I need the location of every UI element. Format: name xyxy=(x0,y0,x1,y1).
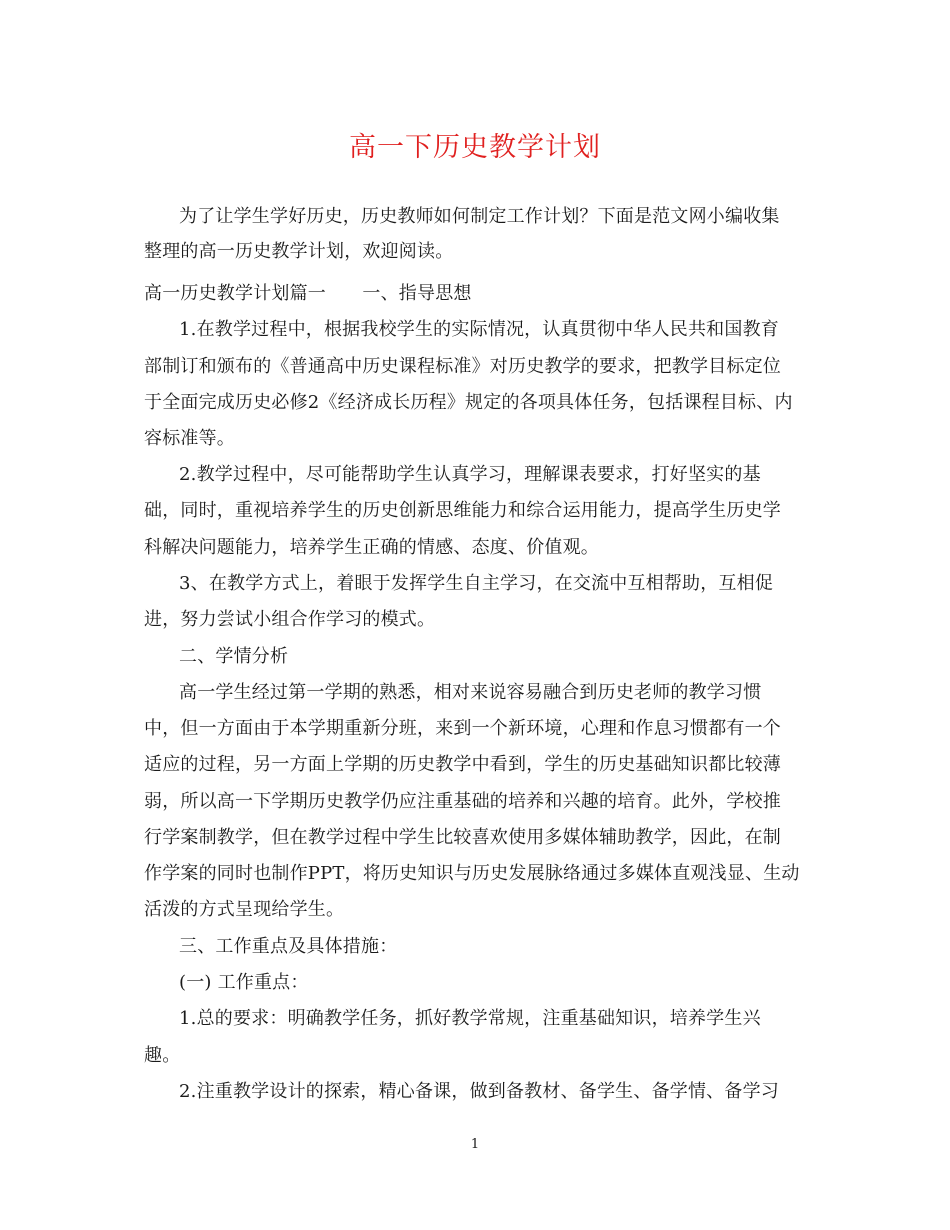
paragraph-line: 2.教学过程中，尽可能帮助学生认真学习，理解课表要求，打好坚实的基 xyxy=(179,464,761,485)
paragraph-line: 容标准等。 xyxy=(144,428,235,449)
paragraph-line: 3、在教学方式上，着眼于发挥学生自主学习，在交流中互相帮助，互相促 xyxy=(179,573,774,594)
paragraph-line: 础，同时，重视培养学生的历史创新思维能力和综合运用能力，提高学生历史学 xyxy=(144,500,781,521)
paragraph-line: 于全面完成历史必修2《经济成长历程》规定的各项具体任务，包括课程目标、内 xyxy=(144,392,793,413)
section-heading-line: 二、学情分析 xyxy=(179,646,289,667)
paragraph-line: 适应的过程，另一方面上学期的历史教学中看到，学生的历史基础知识都比较薄 xyxy=(144,754,781,775)
section-heading-line: 高一历史教学计划篇一 一、指导思想 xyxy=(144,283,472,304)
section-heading-line: 三、工作重点及具体措施： xyxy=(179,936,398,957)
paragraph-line: 中，但一方面由于本学期重新分班，来到一个新环境，心理和作息习惯都有一个 xyxy=(144,718,781,739)
paragraph-line: 部制订和颁布的《普通高中历史课程标准》对历史教学的要求，把教学目标定位 xyxy=(144,356,781,377)
paragraph-line: 作学案的同时也制作PPT，将历史知识与历史发展脉络通过多媒体直观浅显、生动 xyxy=(144,863,800,884)
paragraph-line: 趣。 xyxy=(144,1045,181,1066)
subsection-heading-line: (一) 工作重点： xyxy=(179,972,309,993)
paragraph-line: 科解决问题能力，培养学生正确的情感、态度、价值观。 xyxy=(144,537,599,558)
paragraph-line: 行学案制教学，但在教学过程中学生比较喜欢使用多媒体辅助教学，因此，在制 xyxy=(144,827,781,848)
paragraph-line: 进，努力尝试小组合作学习的模式。 xyxy=(144,609,436,630)
paragraph-line: 1.在教学过程中，根据我校学生的实际情况，认真贯彻中华人民共和国教育 xyxy=(179,319,779,340)
paragraph-line: 活泼的方式呈现给学生。 xyxy=(144,899,345,920)
paragraph-line: 弱，所以高一下学期历史教学仍应注重基础的培养和兴趣的培育。此外，学校推 xyxy=(144,791,781,812)
document-title: 高一下历史教学计划 xyxy=(349,132,601,163)
paragraph-line: 2.注重教学设计的探索，精心备课，做到备教材、备学生、备学情、备学习 xyxy=(179,1081,779,1102)
paragraph-line: 高一学生经过第一学期的熟悉，相对来说容易融合到历史老师的教学习惯 xyxy=(179,682,762,703)
paragraph-line: 1.总的要求：明确教学任务，抓好教学常规，注重基础知识，培养学生兴 xyxy=(179,1008,761,1029)
page-number: 1 xyxy=(470,1137,480,1152)
paragraph-line: 为了让学生学好历史，历史教师如何制定工作计划？下面是范文网小编收集 xyxy=(179,206,780,227)
paragraph-line: 整理的高一历史教学计划，欢迎阅读。 xyxy=(144,241,454,262)
